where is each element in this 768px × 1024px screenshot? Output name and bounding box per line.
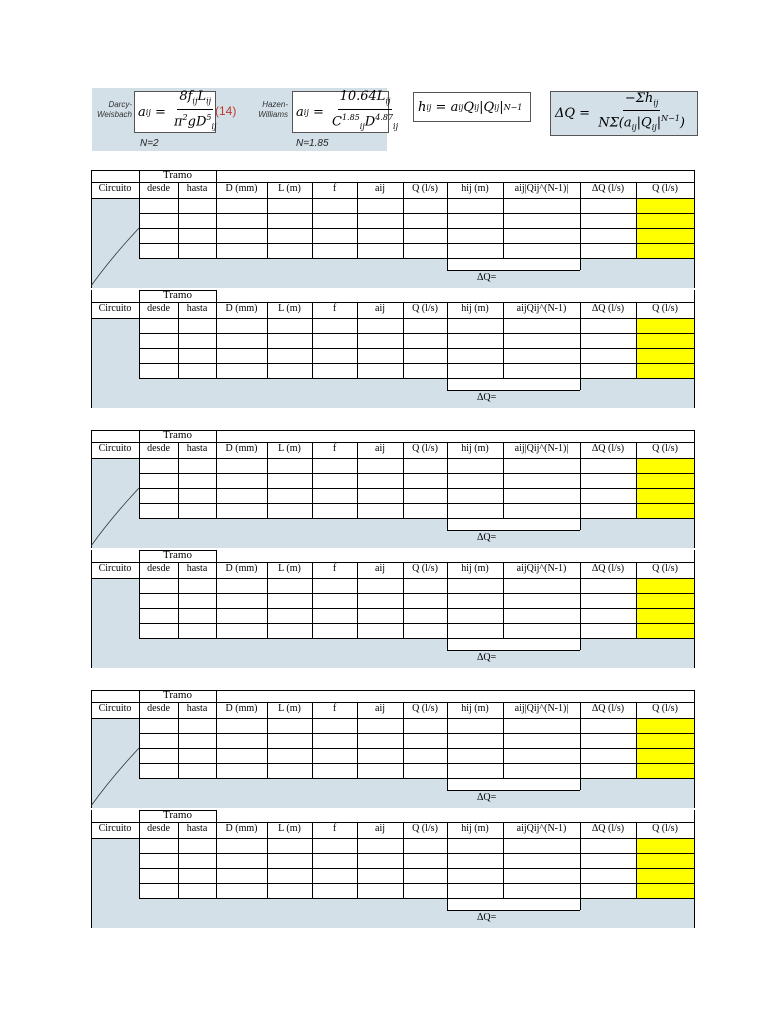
delta-q-label: ΔQ=: [477, 652, 497, 663]
column-header: hasta: [186, 443, 208, 454]
circuit-diagonal-line: [91, 198, 139, 288]
q-cell-highlight: [637, 228, 694, 243]
row-line: [139, 883, 694, 884]
column-header: Circuito: [98, 183, 132, 194]
summary-white-cell: [447, 518, 580, 530]
head-loss-formula: h ij = a ij Q ij |Q ij | N−1: [413, 92, 531, 122]
circuit-panel: [91, 318, 139, 378]
delta-q-label: ΔQ=: [477, 392, 497, 403]
column-header: D (mm): [225, 563, 258, 574]
column-header: aij|Qij^(N-1)|: [514, 443, 569, 454]
summary-line: [447, 910, 580, 911]
column-header: Q (l/s): [412, 303, 438, 314]
column-header: hasta: [186, 703, 208, 714]
tramo-right: [216, 290, 217, 302]
summary-line: [447, 270, 580, 271]
column-header: aijQij^(N-1): [516, 823, 567, 834]
column-header: hij (m): [461, 303, 489, 314]
column-header: hij (m): [461, 443, 489, 454]
column-header: f: [332, 563, 337, 574]
column-header: Circuito: [98, 443, 132, 454]
summary-white-cell: [447, 778, 580, 790]
column-header: Q (l/s): [412, 563, 438, 574]
row-line: [139, 228, 694, 229]
column-header: hij (m): [461, 183, 489, 194]
summary-line: [447, 390, 580, 391]
summary-right: [580, 518, 581, 530]
column-header: L (m): [278, 563, 301, 574]
tramo-label: Tramo: [163, 689, 192, 701]
row-line: [139, 898, 694, 899]
darcy-weisbach-label: Darcy- Weisbach: [97, 100, 132, 119]
column-header: L (m): [278, 183, 301, 194]
row-line: [139, 488, 694, 489]
tramo-label: Tramo: [163, 429, 192, 441]
row-line: [139, 733, 694, 734]
header-bottom-line: [91, 458, 694, 459]
circuit-panel: [91, 578, 139, 638]
column-header: f: [332, 443, 337, 454]
header-bottom-line: [91, 318, 694, 319]
summary-white-cell: [447, 898, 580, 910]
q-cell-highlight: [637, 853, 694, 868]
right-border: [694, 290, 695, 408]
column-header: ΔQ (l/s): [591, 823, 625, 834]
delta-q-label: ΔQ=: [477, 272, 497, 283]
header-bottom-line: [91, 578, 694, 579]
column-header: aij|Qij^(N-1)|: [514, 183, 569, 194]
q-cell-highlight: [637, 593, 694, 608]
summary-left: [447, 778, 448, 790]
row-line: [139, 503, 694, 504]
column-header: ΔQ (l/s): [591, 303, 625, 314]
hazen-williams-label: Hazen- Williams: [258, 100, 288, 119]
column-header: Circuito: [98, 703, 132, 714]
tramo-label: Tramo: [163, 169, 192, 181]
column-header: f: [332, 703, 337, 714]
tramo-right: [216, 550, 217, 562]
column-header: Circuito: [98, 563, 132, 574]
q-cell-highlight: [637, 868, 694, 883]
q-cell-highlight: [637, 883, 694, 898]
hazen-n-value: N=1.85: [296, 138, 329, 149]
summary-white-cell: [447, 258, 580, 270]
column-header: D (mm): [225, 443, 258, 454]
column-header: Circuito: [98, 823, 132, 834]
column-header: desde: [147, 443, 170, 454]
right-border: [694, 430, 695, 548]
row-line: [139, 363, 694, 364]
q-cell-highlight: [637, 838, 694, 853]
column-header: f: [332, 303, 337, 314]
column-header: aij: [375, 183, 385, 194]
column-header: aij: [375, 303, 385, 314]
column-header: Q (l/s): [412, 703, 438, 714]
q-cell-highlight: [637, 363, 694, 378]
column-header: hij (m): [461, 563, 489, 574]
q-cell-highlight: [637, 748, 694, 763]
summary-right: [580, 898, 581, 910]
summary-left: [447, 258, 448, 270]
summary-panel: [91, 258, 694, 288]
summary-right: [580, 778, 581, 790]
row-line: [139, 258, 694, 259]
tramo-right: [216, 810, 217, 822]
column-header: desde: [147, 303, 170, 314]
summary-panel: [91, 898, 694, 928]
row-line: [139, 518, 694, 519]
row-line: [139, 593, 694, 594]
summary-right: [580, 378, 581, 390]
column-header: Q (l/s): [652, 823, 678, 834]
darcy-weisbach-formula: a ij = $\frac{8f_{ij}L_{ij}}{\pi^2gD^5_{ij}}$: [134, 91, 216, 133]
row-line: [139, 763, 694, 764]
column-header: Q (l/s): [652, 443, 678, 454]
summary-line: [447, 530, 580, 531]
q-cell-highlight: [637, 473, 694, 488]
column-header: hasta: [186, 563, 208, 574]
row-line: [139, 748, 694, 749]
summary-right: [580, 638, 581, 650]
q-cell-highlight: [637, 213, 694, 228]
column-header: Q (l/s): [412, 443, 438, 454]
formula-banner: [92, 88, 399, 151]
q-cell-highlight: [637, 348, 694, 363]
column-header: hasta: [186, 823, 208, 834]
q-cell-highlight: [637, 718, 694, 733]
row-line: [139, 473, 694, 474]
column-header: aij: [375, 563, 385, 574]
column-header: hasta: [186, 183, 208, 194]
q-cell-highlight: [637, 333, 694, 348]
summary-left: [447, 898, 448, 910]
header-bottom-line: [91, 718, 694, 719]
circuit-diagonal-line: [91, 458, 139, 548]
column-header: aijQij^(N-1): [516, 303, 567, 314]
q-cell-highlight: [637, 198, 694, 213]
diagonal-stroke: [91, 228, 139, 286]
row-line: [139, 213, 694, 214]
column-header: Q (l/s): [652, 303, 678, 314]
q-cell-highlight: [637, 458, 694, 473]
right-border: [694, 170, 695, 288]
summary-panel: [91, 518, 694, 548]
column-header: Q (l/s): [412, 183, 438, 194]
row-line: [139, 348, 694, 349]
row-line: [139, 378, 694, 379]
tramo-right: [216, 430, 217, 442]
column-header: Q (l/s): [652, 703, 678, 714]
column-header: Q (l/s): [652, 183, 678, 194]
summary-left: [447, 638, 448, 650]
q-cell-highlight: [637, 503, 694, 518]
column-header: D (mm): [225, 823, 258, 834]
column-header: hij (m): [461, 823, 489, 834]
diagonal-stroke: [91, 488, 139, 546]
row-line: [139, 638, 694, 639]
column-header: Q (l/s): [652, 563, 678, 574]
column-header: desde: [147, 823, 170, 834]
column-header: aij: [375, 703, 385, 714]
summary-panel: [91, 378, 694, 408]
summary-white-cell: [447, 378, 580, 390]
column-header: desde: [147, 183, 170, 194]
hazen-williams-formula: a ij = $\frac{10.64L_{ij}}{C^{1.85}_{ij}D^{4.87}_{ij}}$: [292, 91, 389, 133]
darcy-n-value: N=2: [140, 138, 159, 149]
column-header: aij|Qij^(N-1)|: [514, 703, 569, 714]
column-header: desde: [147, 563, 170, 574]
column-header: ΔQ (l/s): [591, 563, 625, 574]
delta-q-label: ΔQ=: [477, 792, 497, 803]
row-line: [139, 623, 694, 624]
summary-right: [580, 258, 581, 270]
row-line: [139, 778, 694, 779]
circuit-diagonal-line: [91, 718, 139, 808]
column-header: Circuito: [98, 303, 132, 314]
q-cell-highlight: [637, 318, 694, 333]
q-cell-highlight: [637, 608, 694, 623]
q-cell-highlight: [637, 763, 694, 778]
column-header: desde: [147, 703, 170, 714]
row-line: [139, 608, 694, 609]
summary-left: [447, 518, 448, 530]
summary-panel: [91, 638, 694, 668]
tramo-right: [216, 690, 217, 702]
column-header: aij: [375, 823, 385, 834]
tramo-label: Tramo: [163, 809, 192, 821]
summary-line: [447, 790, 580, 791]
column-header: ΔQ (l/s): [591, 183, 625, 194]
column-header: f: [332, 183, 337, 194]
column-header: hasta: [186, 303, 208, 314]
column-header: Q (l/s): [412, 823, 438, 834]
column-header: L (m): [278, 443, 301, 454]
equation-number: (14): [215, 104, 237, 118]
column-header: f: [332, 823, 337, 834]
q-cell-highlight: [637, 243, 694, 258]
delta-q-label: ΔQ=: [477, 912, 497, 923]
q-cell-highlight: [637, 623, 694, 638]
right-border: [694, 810, 695, 928]
tramo-label: Tramo: [163, 289, 192, 301]
header-bottom-line: [91, 838, 694, 839]
right-border: [694, 550, 695, 668]
column-header: ΔQ (l/s): [591, 443, 625, 454]
row-line: [139, 868, 694, 869]
flow-correction-formula: ΔQ = $\frac{-\Sigma h_{ij}}{N\Sigma(a_{ij}|Q_{ij}|^{N-1})}$: [550, 91, 698, 136]
header-bottom-line: [91, 198, 694, 199]
row-line: [139, 853, 694, 854]
summary-white-cell: [447, 638, 580, 650]
summary-panel: [91, 778, 694, 808]
circuit-panel: [91, 838, 139, 898]
column-header: D (mm): [225, 303, 258, 314]
column-header: hij (m): [461, 703, 489, 714]
right-border: [694, 690, 695, 808]
q-cell-highlight: [637, 488, 694, 503]
column-header: D (mm): [225, 183, 258, 194]
row-line: [139, 333, 694, 334]
summary-left: [447, 378, 448, 390]
column-header: L (m): [278, 703, 301, 714]
diagonal-stroke: [91, 748, 139, 806]
column-header: L (m): [278, 303, 301, 314]
delta-q-label: ΔQ=: [477, 532, 497, 543]
column-header: aij: [375, 443, 385, 454]
column-header: ΔQ (l/s): [591, 703, 625, 714]
column-header: aijQij^(N-1): [516, 563, 567, 574]
column-header: D (mm): [225, 703, 258, 714]
tramo-label: Tramo: [163, 549, 192, 561]
tramo-right: [216, 170, 217, 182]
q-cell-highlight: [637, 578, 694, 593]
column-header: L (m): [278, 823, 301, 834]
summary-line: [447, 650, 580, 651]
q-cell-highlight: [637, 733, 694, 748]
row-line: [139, 243, 694, 244]
